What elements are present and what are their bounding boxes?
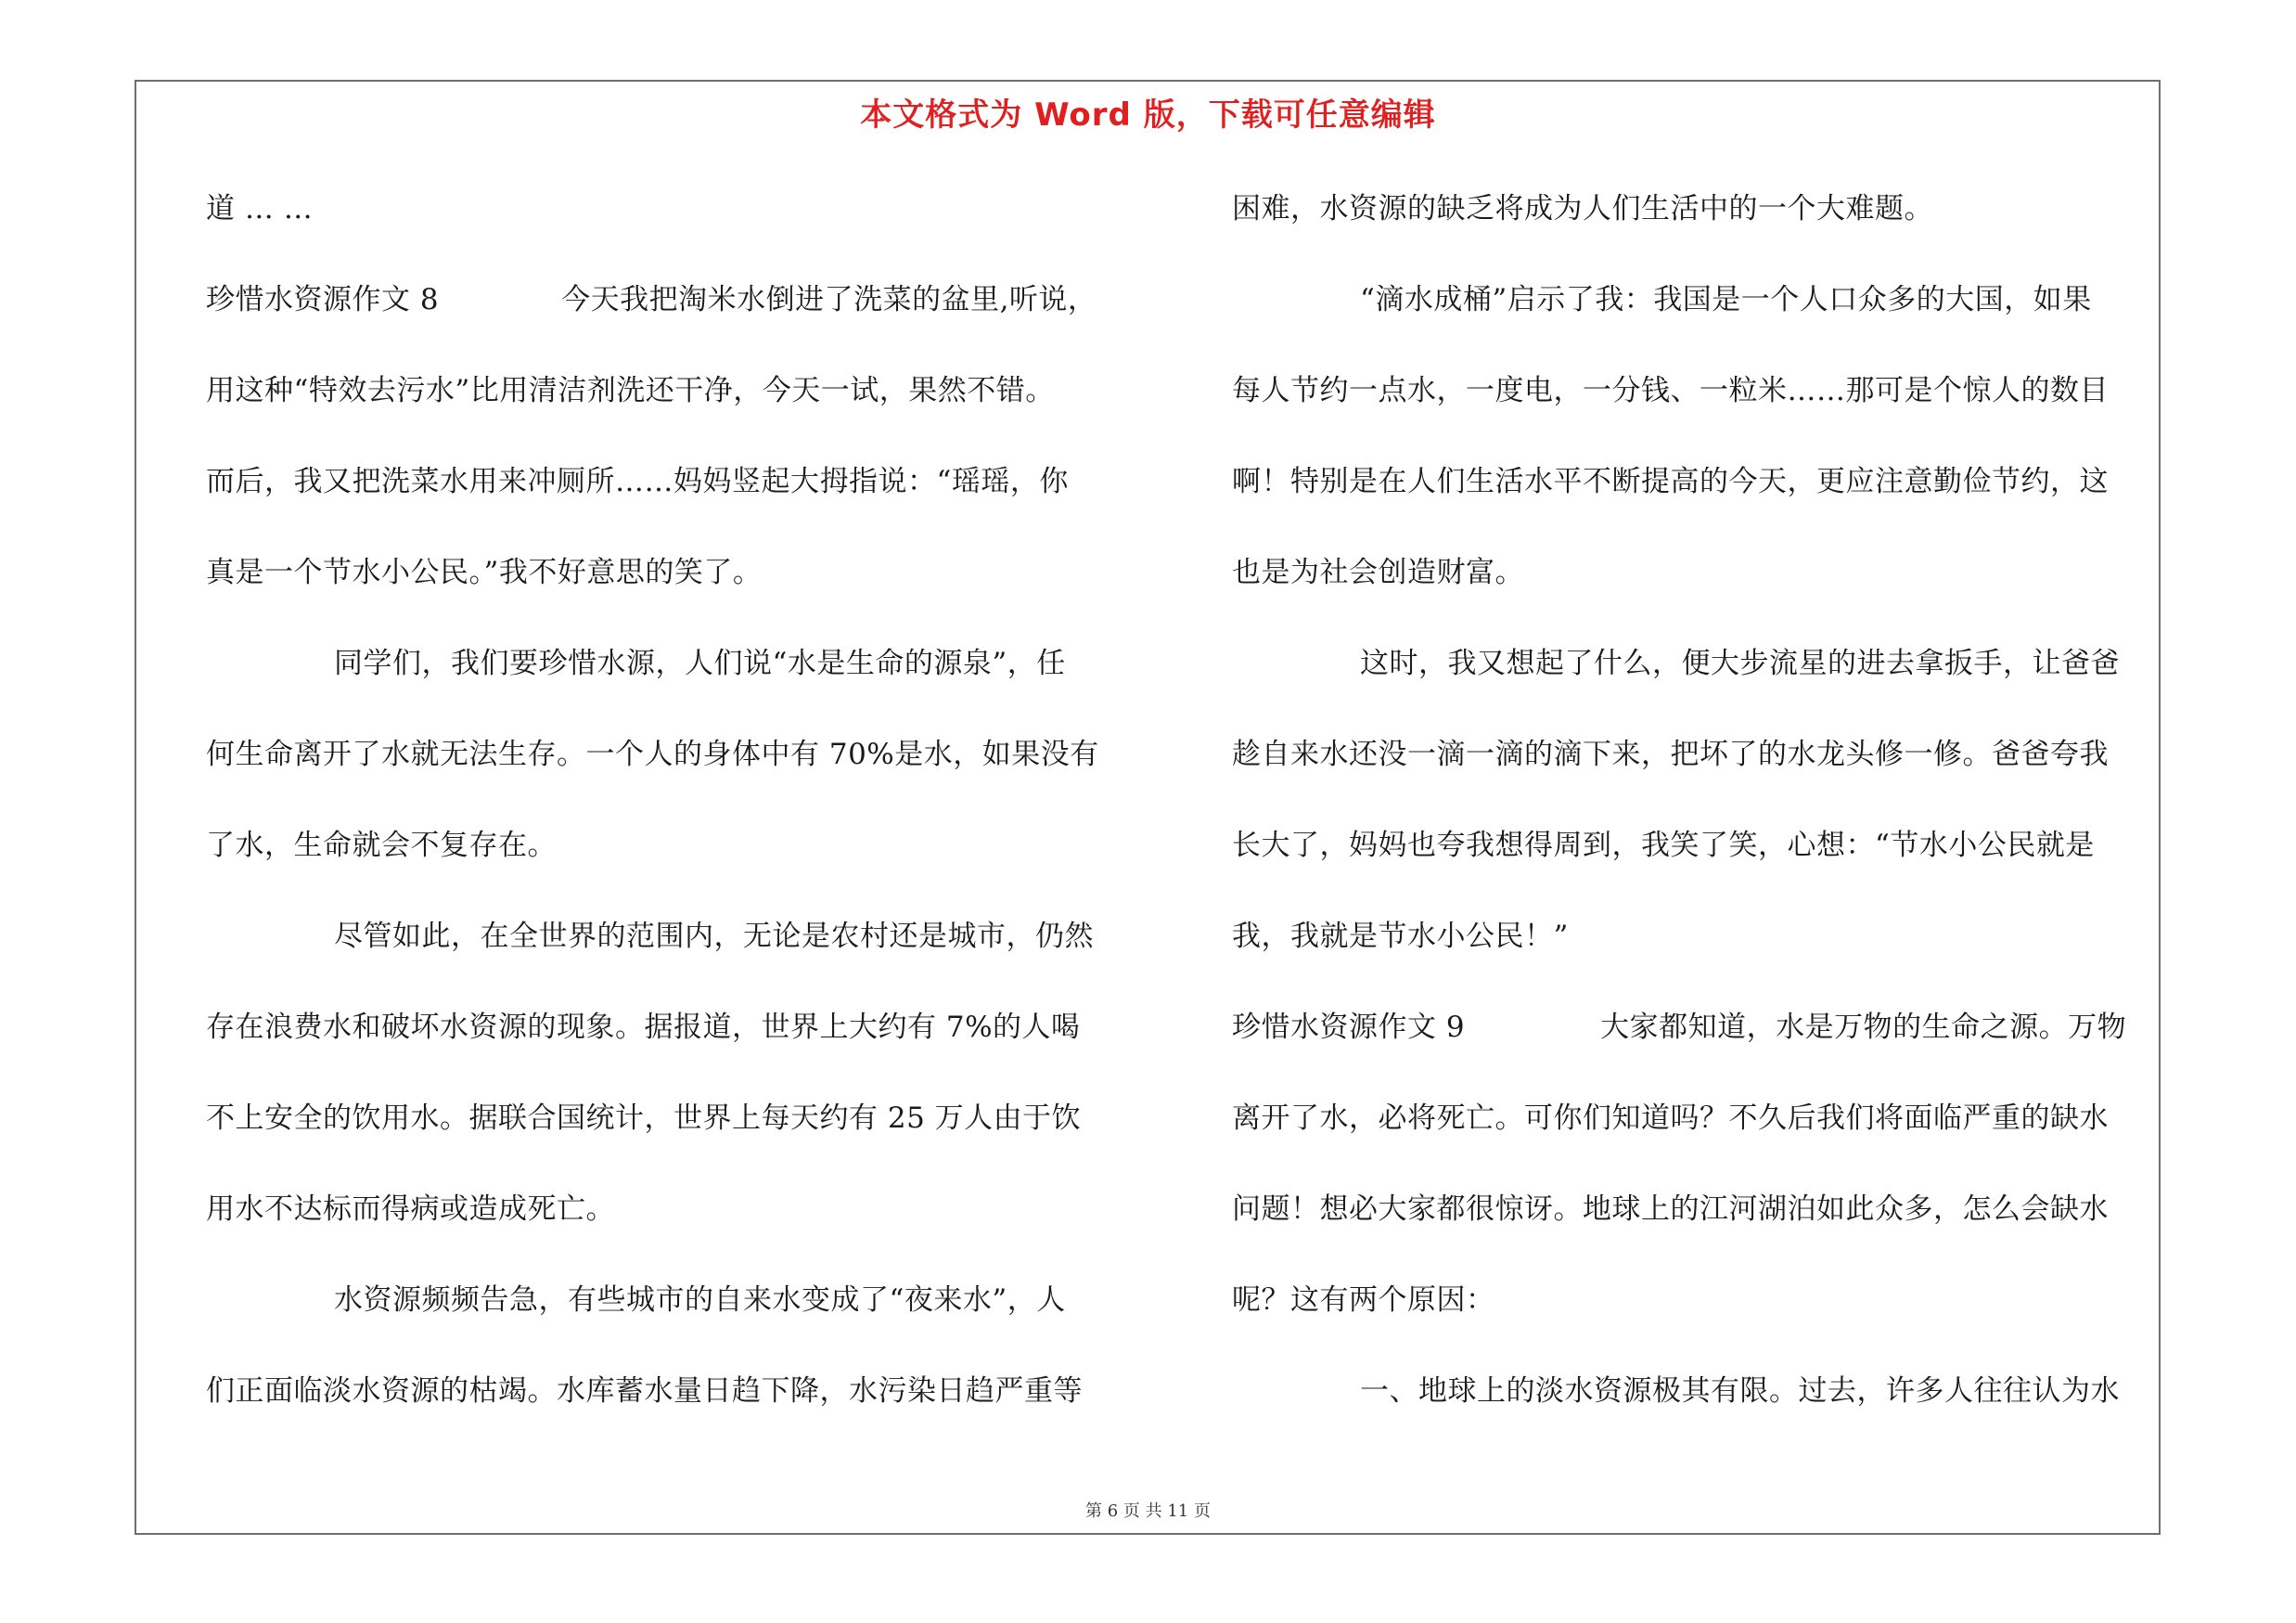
text-line: 问题！想必大家都很惊讶。地球上的江河湖泊如此众多，怎么会缺水	[1232, 1192, 2109, 1226]
text-line: 尽管如此，在全世界的范围内，无论是农村还是城市，仍然	[334, 920, 1094, 953]
text-line: 道 … …	[206, 192, 314, 225]
text-line: 长大了，妈妈也夸我想得周到，我笑了笑，心想：“节水小公民就是	[1232, 829, 2095, 862]
text-line: 了水，生命就会不复存在。	[206, 829, 557, 862]
text-line: 一、地球上的淡水资源极其有限。过去，许多人往往认为水	[1360, 1374, 2120, 1408]
text-line: 这时，我又想起了什么，便大步流星的进去拿扳手，让爸爸	[1360, 647, 2120, 680]
essay-heading-line	[1232, 1004, 2150, 1095]
left-column	[206, 186, 1124, 1459]
text-line: 今天我把淘米水倒进了洗菜的盆里,听说，	[561, 283, 1097, 316]
text-line: 不上安全的饮用水。据联合国统计，世界上每天约有 25 万人由于饮	[206, 1101, 1082, 1135]
text-line: 每人节约一点水，一度电，一分钱、一粒米……那可是个惊人的数目	[1232, 374, 2109, 407]
text-line: 趁自来水还没一滴一滴的滴下来，把坏了的水龙头修一修。爸爸夸我	[1232, 738, 2109, 771]
text-line: 真是一个节水小公民。”我不好意思的笑了。	[206, 556, 763, 589]
text-line: 存在浪费水和破坏水资源的现象。据报道，世界上大约有 7%的人喝	[206, 1011, 1081, 1044]
text-line: 而后，我又把洗菜水用来冲厕所……妈妈竖起大拇指说：“瑶瑶，你	[206, 465, 1069, 498]
text-line: “滴水成桶”启示了我：我国是一个人口众多的大国，如果	[1360, 283, 2092, 316]
right-column	[1232, 186, 2150, 1459]
text-line: 离开了水，必将死亡。可你们知道吗？不久后我们将面临严重的缺水	[1232, 1101, 2109, 1135]
text-line: 水资源频频告急，有些城市的自来水变成了“夜来水”，人	[334, 1283, 1066, 1317]
essay-title: 珍惜水资源作文 9	[1232, 1011, 1466, 1044]
header-banner: 本文格式为 Word 版，下载可任意编辑	[860, 97, 1436, 134]
text-line: 我，我就是节水小公民！”	[1232, 920, 1569, 953]
text-line: 用水不达标而得病或造成死亡。	[206, 1192, 615, 1226]
text-line: 何生命离开了水就无法生存。一个人的身体中有 70%是水，如果没有	[206, 738, 1099, 771]
text-line: 困难，水资源的缺乏将成为人们生活中的一个大难题。	[1232, 192, 1933, 225]
text-line: 大家都知道，水是万物的生命之源。万物	[1600, 1011, 2127, 1044]
essay-heading-line	[206, 277, 1124, 367]
page-number: 第 6 页 共 11 页	[1085, 1501, 1211, 1521]
text-line: 也是为社会创造财富。	[1232, 556, 1524, 589]
text-line: 们正面临淡水资源的枯竭。水库蓄水量日趋下降，水污染日趋严重等	[206, 1374, 1083, 1408]
essay-title: 珍惜水资源作文 8	[206, 283, 440, 316]
text-line: 呢？这有两个原因：	[1232, 1283, 1495, 1317]
text-line: 用这种“特效去污水”比用清洁剂洗还干净，今天一试，果然不错。	[206, 374, 1055, 407]
text-line: 啊！特别是在人们生活水平不断提高的今天，更应注意勤俭节约，这	[1232, 465, 2109, 498]
text-line: 同学们，我们要珍惜水源，人们说“水是生命的源泉”，任	[334, 647, 1066, 680]
